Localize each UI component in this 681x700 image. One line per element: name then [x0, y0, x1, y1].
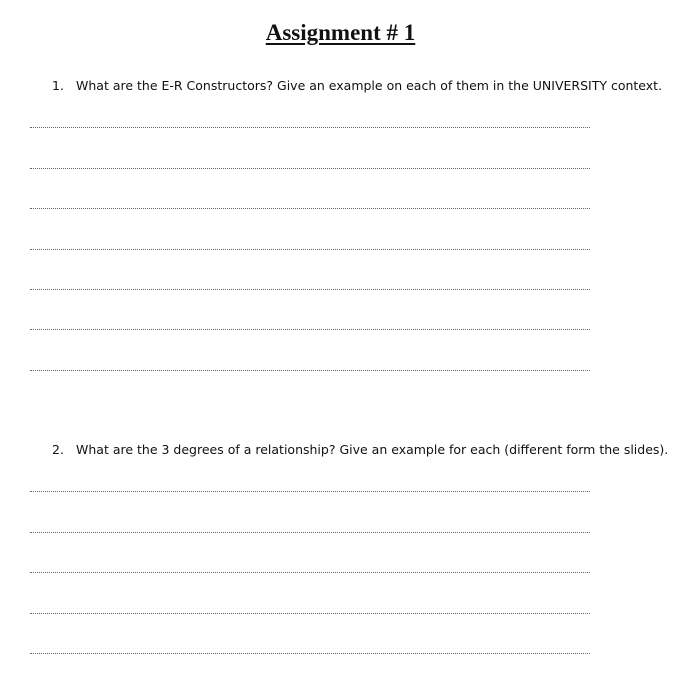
question-number: 2.: [52, 442, 64, 457]
answer-line[interactable]: [30, 127, 590, 128]
question-text: What are the E-R Constructors? Give an example on each of them in the UNIVERSITY context.: [76, 78, 663, 93]
answer-line[interactable]: [30, 572, 590, 573]
answer-line[interactable]: [30, 208, 590, 209]
question-text: What are the 3 degrees of a relationship? Give an example for each (different form the slides).: [76, 442, 669, 457]
question-1: [52, 78, 662, 93]
answer-line[interactable]: [30, 653, 590, 654]
answer-line[interactable]: [30, 329, 590, 330]
question-number: 1.: [52, 78, 64, 93]
answer-line[interactable]: [30, 491, 590, 492]
answer-line[interactable]: [30, 613, 590, 614]
page-title: Assignment # 1: [265, 20, 416, 45]
answer-line[interactable]: [30, 289, 590, 290]
answer-line[interactable]: [30, 249, 590, 250]
answer-line[interactable]: [30, 532, 590, 533]
question-2: [52, 442, 668, 457]
answer-line[interactable]: [30, 168, 590, 169]
answer-line[interactable]: [30, 370, 590, 371]
